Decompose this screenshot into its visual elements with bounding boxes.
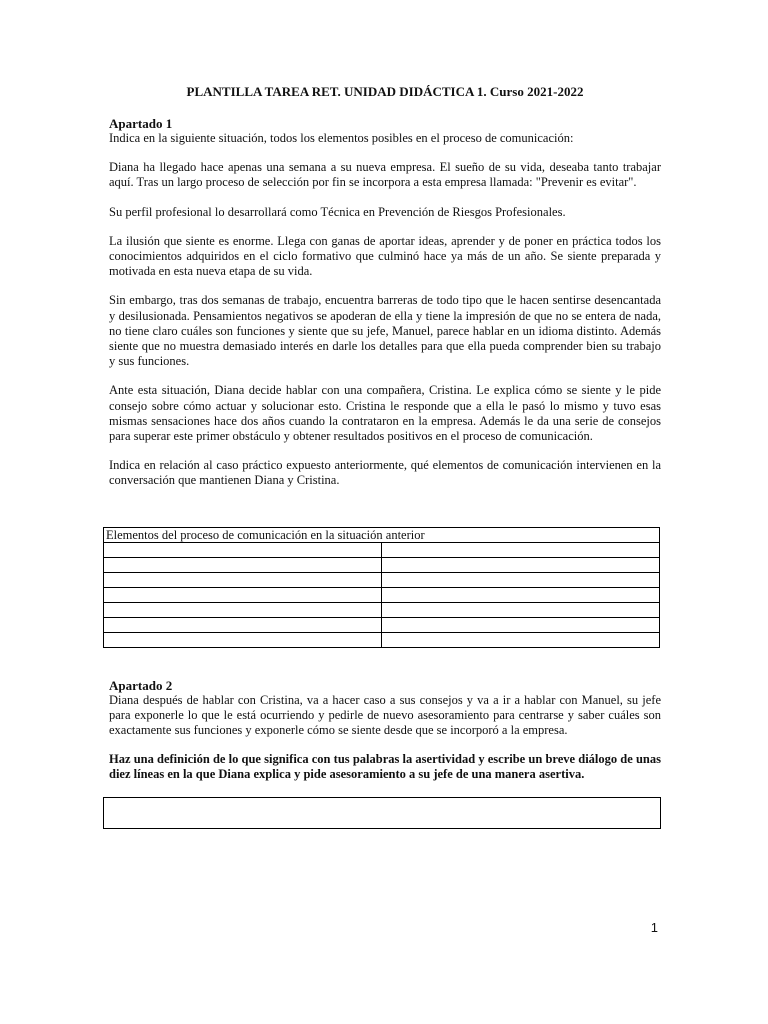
table-row [104,617,660,632]
table-row [104,587,660,602]
table-cell[interactable] [382,602,660,617]
table-cell[interactable] [382,572,660,587]
paragraph: Diana ha llegado hace apenas una semana a su nueva empresa. El sueño de su vida, deseaba tanto trabajar aquí. Tras un largo proceso de selección por fin se incorpora a esta empresa llamada: "Prevenir es evitar". [109,160,661,190]
section-2-heading: Apartado 2 [109,677,173,693]
document-title: PLANTILLA TAREA RET. UNIDAD DIDÁCTICA 1. Curso 2021-2022 [186,84,584,99]
section-1-heading: Apartado 1 [109,116,173,131]
table-row [104,557,660,572]
table-cell[interactable] [104,542,382,557]
table-cell[interactable] [104,632,382,647]
table-row [104,542,660,557]
table-cell[interactable] [104,557,382,572]
table-cell[interactable] [382,617,660,632]
table-cell[interactable] [382,632,660,647]
section-1-intro: Indica en la siguiente situación, todos los elementos posibles en el proceso de comunicación: [109,131,574,145]
paragraph: Indica en relación al caso práctico expuesto anteriormente, qué elementos de comunicación intervienen en la conversación que mantienen Diana y Cristina. [109,458,661,488]
paragraph: Sin embargo, tras dos semanas de trabajo, encuentra barreras de todo tipo que le hacen sentirse desencantada y desilusionada. Pensamientos negativos se apoderan de ella y tiene la impresión de que no se entera de nada, no tiene claro cuáles son funciones y siente que su jefe, Manuel, parece hablar en un idioma distinto. Además siente que no muestra demasiado interés en darle los detalles para que ella pueda comprender bien su trabajo y sus funciones. [109,293,661,369]
table-cell[interactable] [104,602,382,617]
paragraph: Su perfil profesional lo desarrollará como Técnica en Prevención de Riesgos Profesionales. [109,204,566,219]
table-row [104,602,660,617]
communication-elements-table [103,527,660,648]
table-cell[interactable] [382,542,660,557]
table-cell[interactable] [382,587,660,602]
paragraph: Ante esta situación, Diana decide hablar con una compañera, Cristina. Le explica cómo se siente y le pide consejo sobre cómo actuar y solucionar esto. Cristina le responde que a ella le pasó lo mismo y tuvo esas mismas sensaciones hace dos años cuando la contrataron en la empresa. Además le da una serie de consejos para superar este primer obstáculo y obtener resultados positivos en el proceso de comunicación. [109,383,661,444]
table-header: Elementos del proceso de comunicación en la situación anterior [104,527,660,542]
table-row [104,632,660,647]
page-number: 1 [650,920,658,935]
table-cell[interactable] [382,557,660,572]
table-cell[interactable] [104,572,382,587]
table-cell[interactable] [104,587,382,602]
document-page [106,84,661,829]
answer-box[interactable] [103,797,661,829]
paragraph: La ilusión que siente es enorme. Llega con ganas de aportar ideas, aprender y de poner en práctica todos los conocimientos adquiridos en el ciclo formativo que culminó hace ya más de un año. Se siente preparada y motivada en esta nueva etapa de su vida. [109,233,661,279]
section-2-paragraph: Diana después de hablar con Cristina, va a hacer caso a sus consejos y va a ir a hablar con Manuel, su jefe para exponerle lo que le está ocurriendo y pedirle de nuevo asesoramiento para centrarse y saber cuáles son exactamente sus funciones y exponerle cómo se siente desde que se incorporó a la empresa. [109,692,661,738]
table-row [104,572,660,587]
section-2-task: Haz una definición de lo que significa con tus palabras la asertividad y escribe un breve diálogo de unas diez líneas en la que Diana explica y pide asesoramiento a su jefe de una manera asertiva. [109,752,661,782]
table-cell[interactable] [104,617,382,632]
